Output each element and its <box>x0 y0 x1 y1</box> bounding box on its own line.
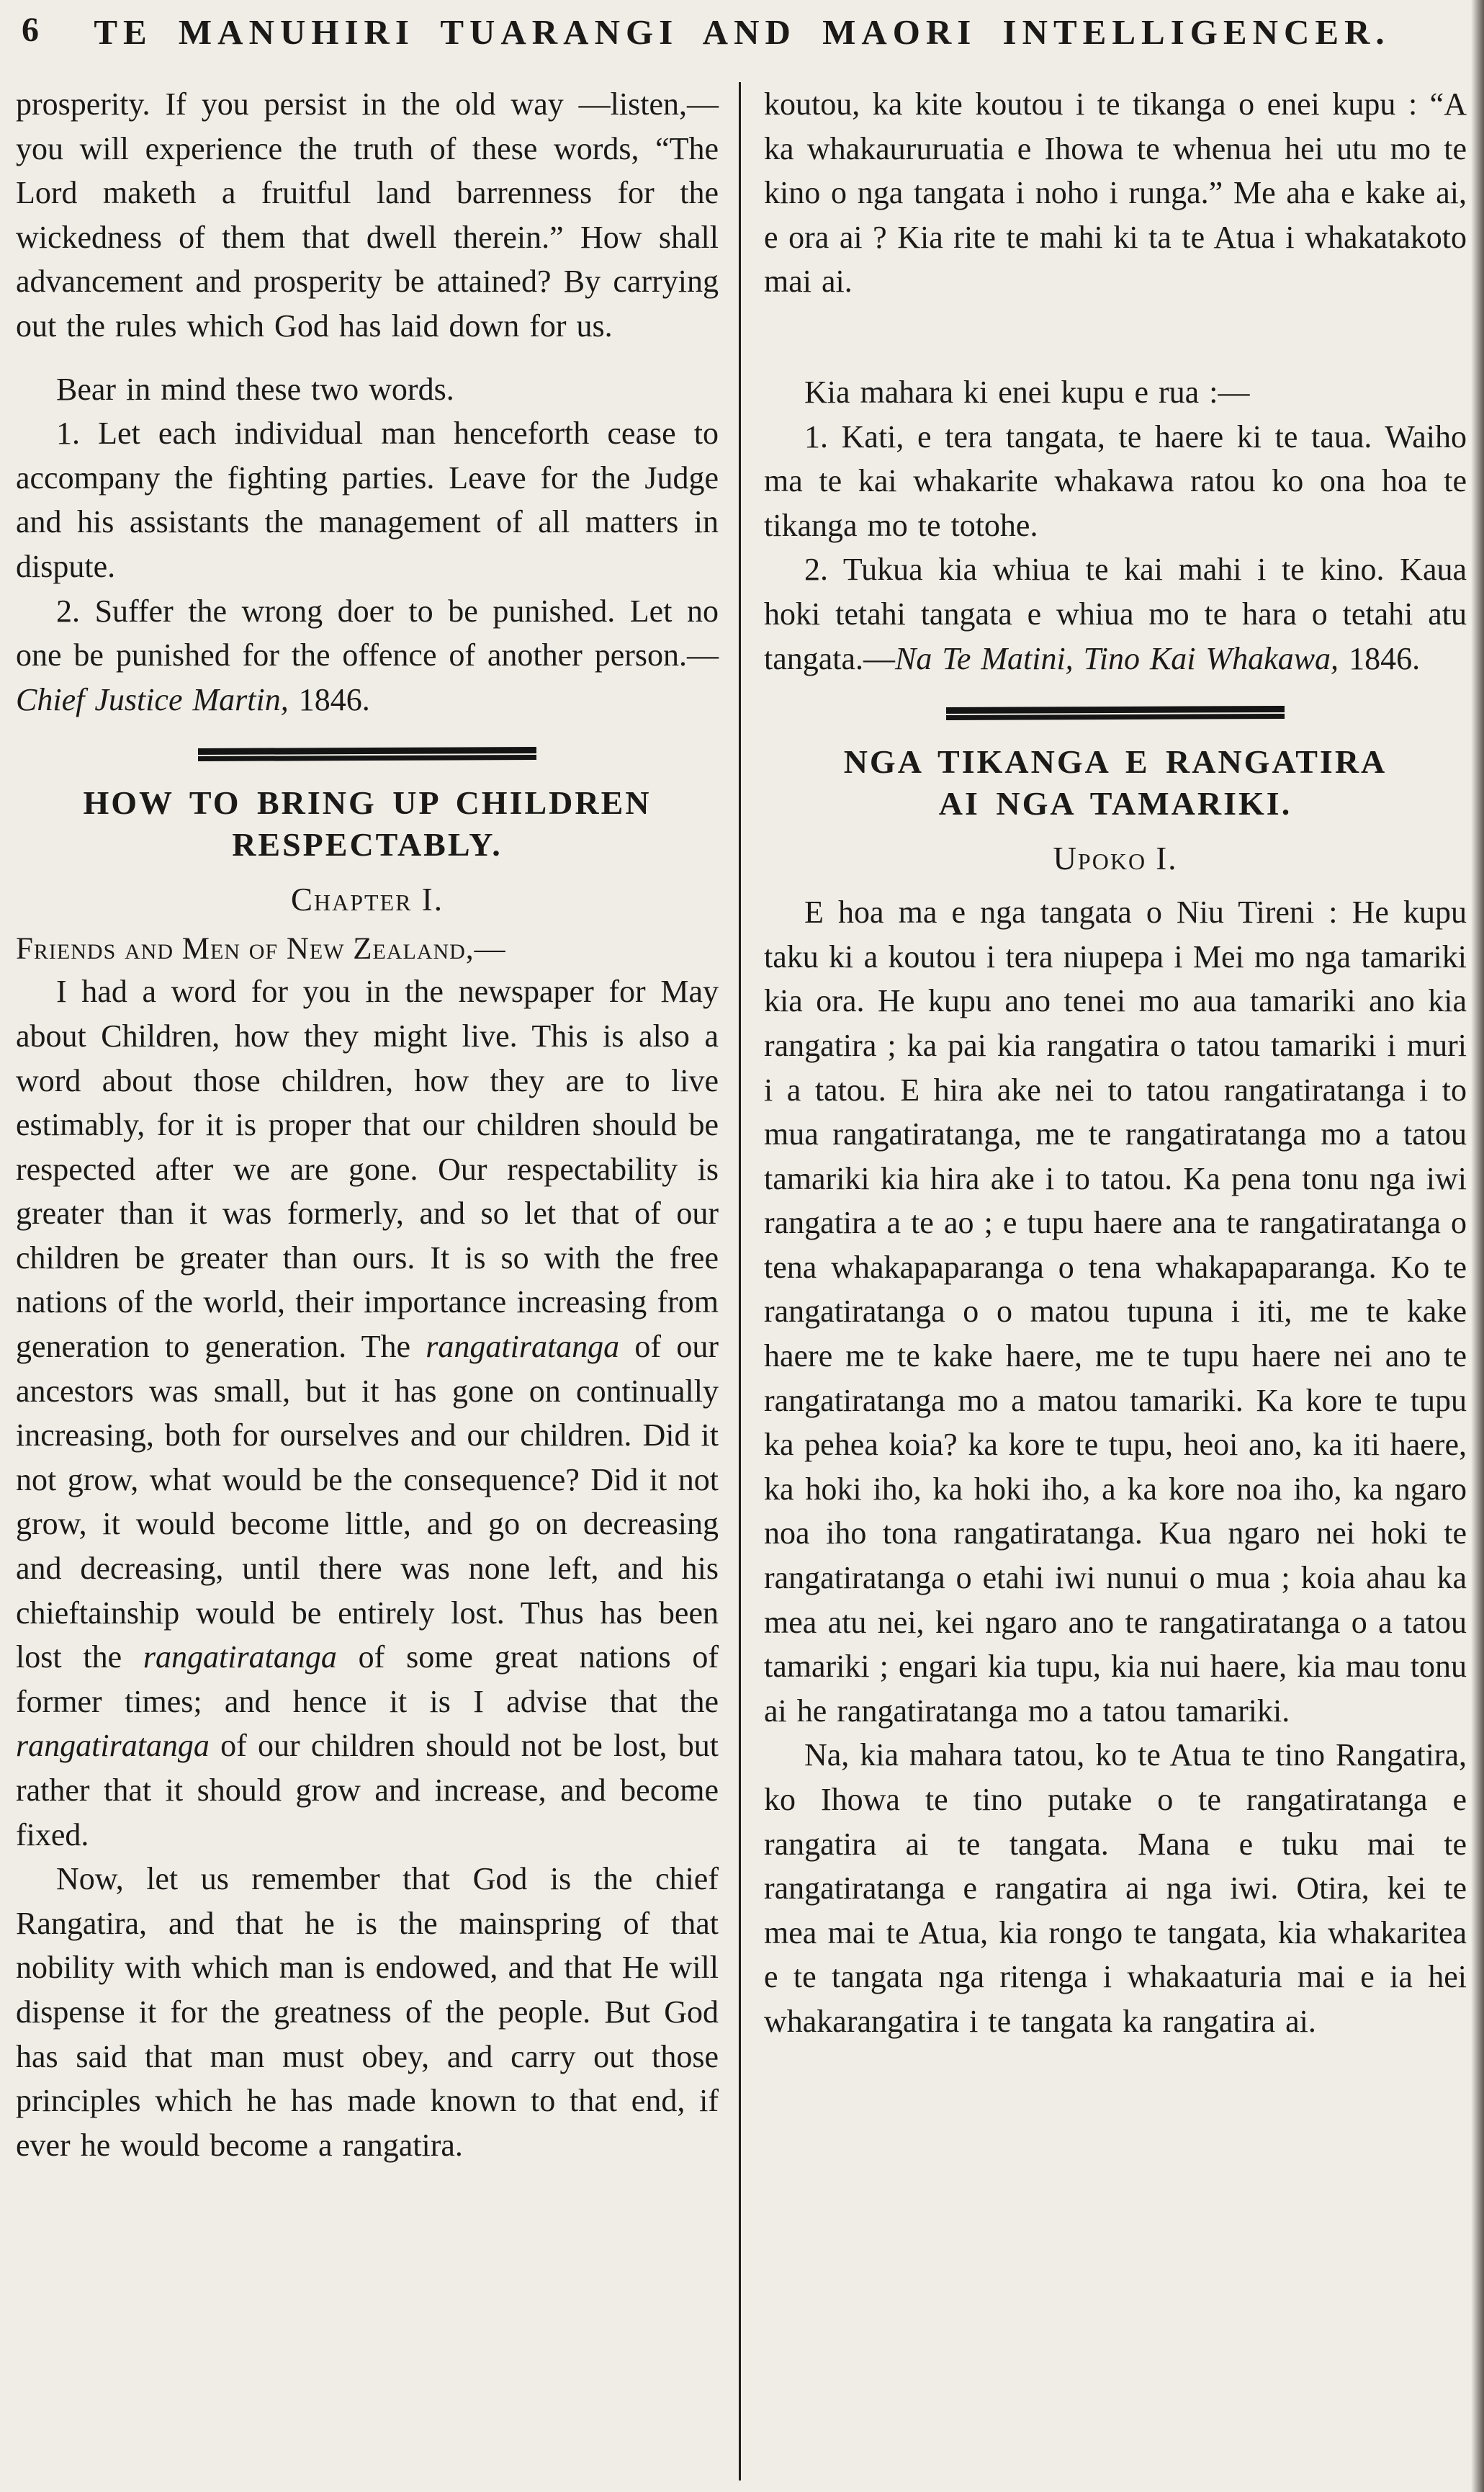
left-salutation: Friends and Men of New Zealand,— <box>16 932 506 967</box>
section-divider-rule <box>946 706 1285 720</box>
page-number: 6 <box>22 11 40 49</box>
left-chapter-heading: Chapter I. <box>291 882 444 918</box>
paragraph: E hoa ma e nga tangata o Niu Tireni : He kupu taku ki a koutou i tera niupepa i Mei mo nga tamariki kia ora. He kupu ano tenei mo aua tamariki ano kia rangatira ; ka pai kia rangatira o tatou tamariki i muri i a tatou. E hira ake nei to tatou rangatiratanga i to mua rangatiratanga, me te rangatiratanga mo a tatou tamariki kia hira ake i to tatou. Ka pena tonu nga iwi rangatira a te ao ; e tupu haere ana te rangatiratanga o tena whakapaparanga o tena whakapaparanga. Ko te rangatiratanga o o matou tupuna i iti, me te kake haere me te kake haere, me te tupu haere nei ano te rangatiratanga mo a matou tamariki. Ka kore te tupu ka pehea koia? ka kore te tupu, heoi ano, ka iti haere, ka hoki iho, ka hoki iho, a ka kore noa iho, ka ngaro noa iho tona rangatiratanga. Kua ngaro nei hoki te rangatiratanga o etahi iwi nunui o mua ; koia ahau ka mea atu nei, kei ngaro ano te rangatiratanga o a tatou tamariki ; engari kia tupu, kia nui haere, kia mau tonu ai he rangatiratanga mo a tatou tamariki. <box>764 895 1467 1729</box>
paragraph: Kia mahara ki enei kupu e rua :— <box>804 374 1250 410</box>
paragraph: 1. Let each individual man henceforth cease to accompany the fighting parties. Leave for the Judge and his assistants the management of all matters in dispute. <box>16 416 719 584</box>
right-article-title: NGA TIKANGA E RANGATIRA AI NGA TAMARIKI. <box>843 743 1388 822</box>
left-article-body <box>16 969 719 2167</box>
column-layout <box>0 75 1484 2480</box>
left-article-title: HOW TO BRING UP CHILDREN RESPECTABLY. <box>83 784 652 863</box>
left-column <box>16 82 739 2480</box>
paragraph: Na, kia mahara tatou, ko te Atua te tino Rangatira, ko Ihowa te tino putake o te rangatiratanga e rangatira ai te tangata. Mana e tuku mai te rangatiratanga e rangatira ai nga iwi. Otira, kei te mea mai te Atua, kia rongo te tangata, kia whakaritea e te tangata nga ritenga i whakaaturia mai e ia hei whakarangatira i te tangata ka rangatira ai. <box>764 1737 1467 2039</box>
masthead-title: TE MANUHIRI TUARANGI AND MAORI INTELLIGENCER. <box>94 12 1390 52</box>
right-intro-section <box>764 82 1467 681</box>
paragraph: prosperity. If you persist in the old way —listen,—you will experience the truth of these words, “The Lord maketh a fruitful land barrenness for the wickedness of them that dwell therein.” How shall advancement and prosperity be attained? By carrying out the rules which God has laid down for us. <box>16 86 719 344</box>
paragraph: Now, let us remember that God is the chief Rangatira, and that he is the mainspring of that nobility with which man is endowed, and that He will dispense it for the greatness of the people. But God has said that man must obey, and carry out those principles which he has made known to that end, if ever he would become a rangatira. <box>16 1861 719 2163</box>
paragraph: 2. Tukua kia whiua te kai mahi i te kino. Kaua hoki tetahi tangata e whiua mo te hara o tetahi atu tangata.—Na Te Matini, Tino Kai Whakawa, 1846. <box>764 552 1467 676</box>
page-header <box>0 0 1484 75</box>
right-article-body <box>764 890 1467 2043</box>
paragraph: 1. Kati, e tera tangata, te haere ki te taua. Waiho ma te kai whakarite whakawa ratou ko ona hoa te tikanga mo te totohe. <box>764 418 1467 543</box>
paragraph: Bear in mind these two words. <box>56 371 454 407</box>
right-chapter-heading: Upoko I. <box>1053 841 1178 877</box>
section-divider-rule <box>198 747 536 761</box>
right-column <box>741 82 1467 2480</box>
paragraph: 2. Suffer the wrong doer to be punished. Let no one be punished for the offence of another person.—Chief Justice Martin, 1846. <box>16 593 719 717</box>
paragraph: koutou, ka kite koutou i te tikanga o enei kupu : “A ka whakaururuatia e Ihowa te whenua hei utu mo te kino o nga tangata i noho i runga.” Me aha e kake ai, e ora ai ? Kia rite te mahi ki ta te Atua i whakatakoto mai ai. <box>764 86 1467 300</box>
paragraph: I had a word for you in the newspaper for May about Children, how they might live. This is also a word about those children, how they are to live estimably, for it is proper that our children should be respected after we are gone. Our respectability is greater than it was formerly, and so let that of our children be greater than ours. It is so with the free nations of the world, their importance increasing from generation to generation. The rangatiratanga of our ancestors was small, but it has gone on continually increasing, both for ourselves and our children. Did it not grow, what would be the consequence? Did it not grow, it would become little, and go on decreasing and decreasing, until there was none left, and his chieftainship would be entirely lost. Thus has been lost the rangatiratanga of some great nations of former times; and hence it is I advise that the rangatiratanga of our children should not be lost, but rather that it should grow and increase, and become fixed. <box>16 974 719 1852</box>
left-intro-section <box>16 82 719 722</box>
